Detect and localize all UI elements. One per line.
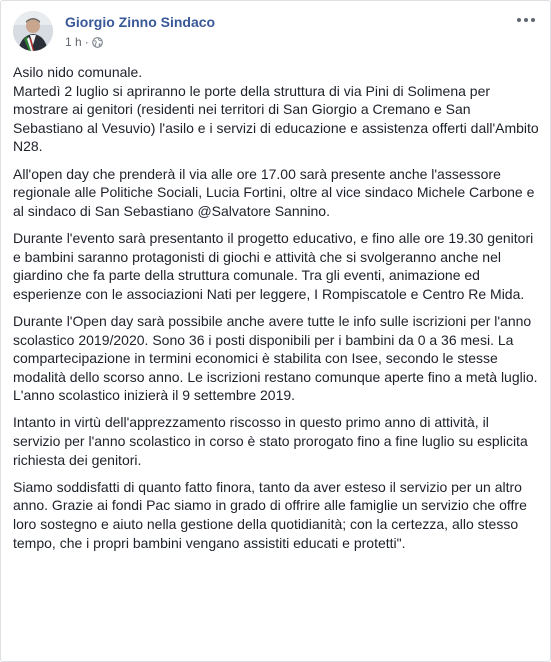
- avatar-photo-icon: [13, 11, 53, 51]
- post-meta: [65, 35, 103, 49]
- more-dot: [531, 18, 535, 22]
- author-name-link[interactable]: Giorgio Zinno Sindaco: [65, 14, 216, 30]
- post-title-line: Asilo nido comunale.: [13, 64, 143, 80]
- paragraph-2: All'open day che prenderà il via alle ore 17.00 sarà presente anche l'assessore regionale alle Politiche Sociali, Lucia Fortini, oltre al vice sindaco Michele Carbone e al sindaco di San Sebastiano @Salvatore Sannino.: [13, 165, 535, 219]
- paragraph-3: Durante l'evento sarà presentanto il progetto educativo, e fino alle ore 19.30 genitori e bambini saranno protagonisti di giochi e attività che si svolgeranno anche nel giardino che fa parte della struttura comunale. Tra gli eventi, animazione ed esperienze con le associazioni Nati per leggere, I Rompiscatole e Centro Re Mida.: [13, 229, 534, 302]
- more-dot: [524, 18, 528, 22]
- post-header: [13, 11, 538, 55]
- post-text: [13, 63, 540, 561]
- paragraph-6: Siamo soddisfatti di quanto fatto finora, tanto da aver esteso il servizio per un altro anno. Grazie ai fondi Pac siamo in grado di offrire alle famiglie un servizio che offre loro sostegno e aiuto nella gestione della quotidianità; con la certezza, allo stesso tempo, che i propri bambini vengano assistiti educati e protetti".: [13, 478, 527, 551]
- paragraph-5: Intanto in virtù dell'apprezzamento riscosso in questo primo anno di attività, il servizio per l'anno scolastico in corso è stato prorogato fino a fine luglio su esplicita richiesta dei genitori.: [13, 414, 528, 468]
- paragraph-1: [13, 63, 540, 156]
- meta-separator: ·: [84, 35, 89, 49]
- timestamp-link[interactable]: 1 h: [65, 35, 82, 49]
- paragraph-1-body: Martedì 2 luglio si apriranno le porte della struttura di via Pini di Solimena per mostrare ai genitori (residenti nei territori di San Giorgio a Cremano e San Sebastiano al Vesuvio) l'asilo e i servizi di educazione e assistenza offerti dall'Ambito N28.: [13, 82, 539, 155]
- globe-icon[interactable]: [92, 37, 103, 48]
- avatar[interactable]: [13, 11, 53, 51]
- more-options-icon[interactable]: [516, 13, 536, 27]
- paragraph-4: Durante l'Open day sarà possibile anche avere tutte le info sulle iscrizioni per l'anno scolastico 2019/2020. Sono 36 i posti disponibili per i bambini da 0 a 36 mesi. La compartecipazione in termini economici è stabilita con Isee, secondo le stesse modalità dello scorso anno. Le iscrizioni restano comunque aperte fino a metà luglio. L'anno scolastico inizierà il 9 settembre 2019.: [13, 312, 538, 404]
- more-dot: [517, 18, 521, 22]
